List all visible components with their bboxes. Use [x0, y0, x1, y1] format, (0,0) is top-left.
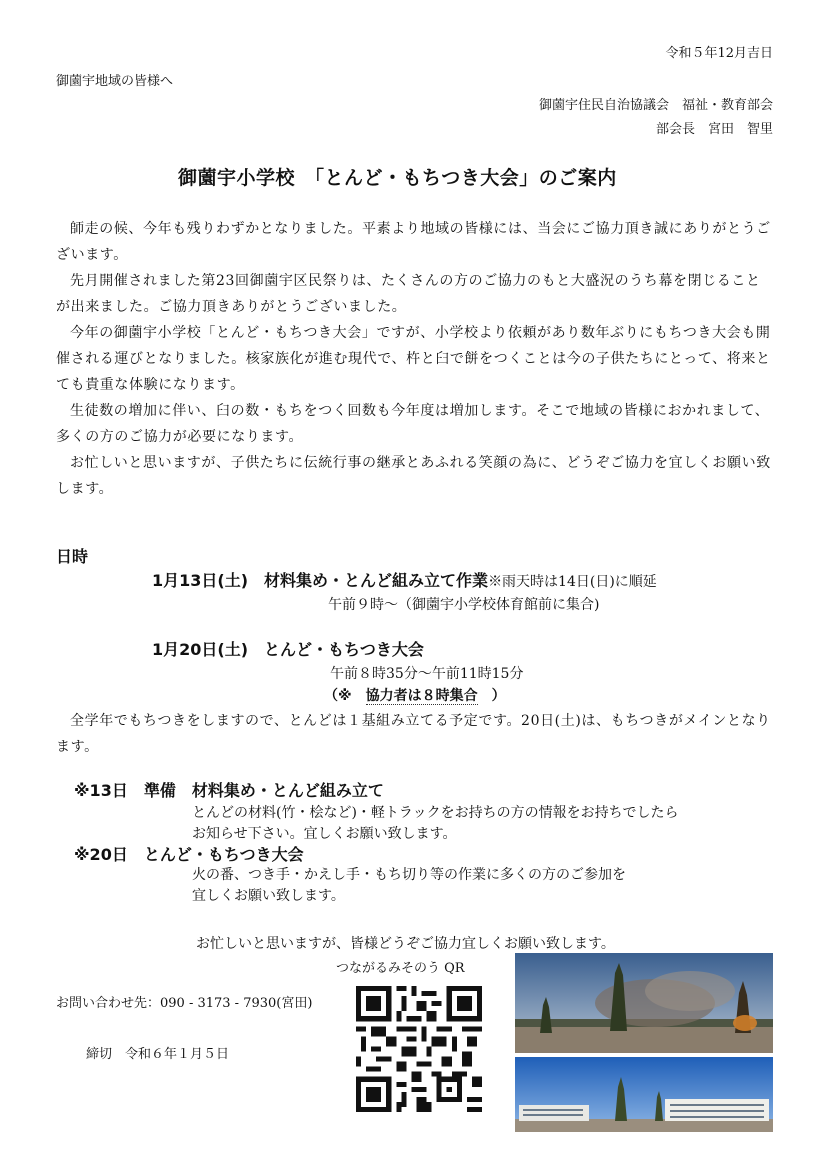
closing-text: お忙しいと思いますが、皆様どうぞご協力宜しくお願い致します。 — [196, 936, 615, 952]
event2-row — [152, 637, 424, 660]
body-text — [56, 216, 772, 502]
deadline: 締切 令和６年１月５日 — [86, 1047, 230, 1062]
body-paragraph: 生徒数の増加に伴い、臼の数・もちをつく回数も今年度は増加します。そこで地域の皆様におかれまして、多くの方のご協力が必要になります。 — [56, 403, 770, 445]
sender-organization: 御薗宇住民自治協議会 福祉・教育部会 — [538, 98, 773, 113]
event2-name: とんど・もちつき大会 — [264, 640, 424, 659]
qr-label: つながるみそのう QR — [336, 961, 465, 976]
event1-note: ※雨天時は14日(日)に順延 — [488, 574, 657, 590]
detail-heading-20: ※20日 とんど・もちつき大会 — [74, 845, 304, 864]
body-paragraph: お忙しいと思いますが、子供たちに伝統行事の継承とあふれる笑顔の為に、どうぞご協力を宜しくお願い致します。 — [56, 455, 771, 497]
sender-name: 部会長 宮田 智里 — [655, 122, 773, 137]
event2-time: 午前８時35分～午前11時15分 — [330, 666, 524, 682]
body-paragraph: 師走の候、今年も残りわずかとなりました。平素より地域の皆様には、当会にご協力頂き誠にありがとうございます。 — [56, 221, 771, 263]
event1-row — [152, 568, 657, 591]
tondo-photo-1 — [515, 953, 773, 1053]
summary-text: 全学年でもちつきをしますので、とんどは１基組み立てる予定です。20日(土)は、もちつきがメインとなります。 — [56, 713, 771, 755]
event1-date: 1月13日(土) — [152, 571, 249, 590]
detail-line: お知らせ下さい。宜しくお願い致します。 — [192, 826, 457, 842]
recipient: 御薗宇地域の皆様へ — [56, 74, 174, 89]
body-paragraph: 今年の御薗宇小学校「とんど・もちつき大会」ですが、小学校より依頼があり数年ぶりにもちつき大会も開催される運びとなりました。核家族化が進む現代で、杵と臼で餅をつくことは今の子供たちにとって、将来とても貴重な体験になります。 — [56, 325, 771, 393]
qr-code-icon[interactable] — [356, 986, 482, 1112]
detail-heading-13: ※13日 準備 材料集め・とんど組み立て — [74, 781, 384, 800]
event2-date: 1月20日(土) — [152, 640, 249, 659]
contact-info: お問い合わせ先：090 - 3173 - 7930(宮田) — [56, 996, 313, 1011]
schedule-summary — [56, 708, 772, 760]
schedule-heading: 日時 — [56, 547, 89, 566]
assembly-note: 協力者は８時集合 — [365, 688, 478, 704]
detail-line: 宜しくお願い致します。 — [192, 888, 345, 904]
event1-time: 午前９時～（御薗宇小学校体育館前に集合) — [328, 597, 600, 613]
event2-note: （※ 協力者は８時集合 ） — [324, 688, 506, 704]
body-paragraph: 先月開催されました第23回御薗宇区民祭りは、たくさんの方のご協力のもと大盛況のうち幕を閉じることが出来ました。ご協力頂きありがとうございました。 — [56, 273, 761, 315]
page-title: 御薗宇小学校 「とんど・もちつき大会」のご案内 — [178, 167, 617, 189]
event1-name: 材料集め・とんど組み立て作業 — [264, 571, 489, 590]
detail-line: 火の番、つき手・かえし手・もち切り等の作業に多くの方のご参加を — [192, 867, 626, 883]
detail-line: とんどの材料(竹・桧など)・軽トラックをお持ちの方の情報をお持ちでしたら — [192, 805, 679, 821]
issue-date: 令和５年12月吉日 — [665, 46, 773, 61]
tondo-photo-2 — [515, 1057, 773, 1132]
